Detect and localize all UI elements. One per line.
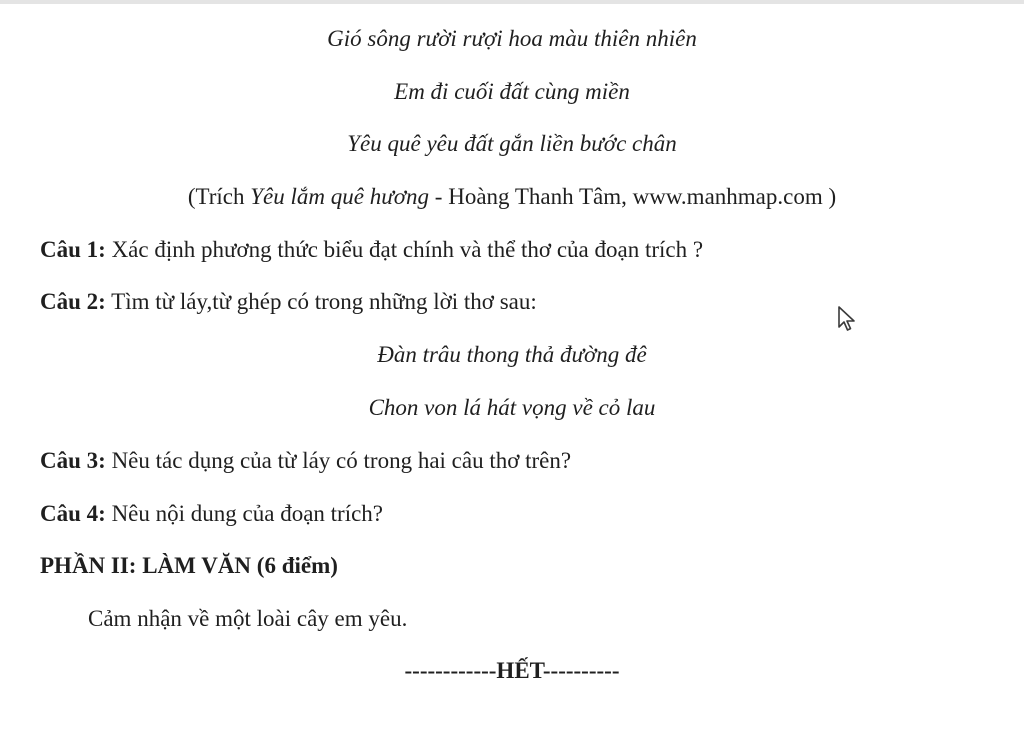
question-3-text: Nêu tác dụng của từ láy có trong hai câu thơ trên? (105, 448, 572, 473)
citation-suffix: - Hoàng Thanh Tâm, www.manhmap.com ) (429, 184, 837, 209)
question-1-text: Xác định phương thức biểu đạt chính và thể thơ của đoạn trích ? (105, 237, 704, 262)
poem-line-3: Yêu quê yêu đất gắn liền bước chân (347, 131, 677, 156)
excerpt-line-1: Đàn trâu thong thả đường đê (377, 342, 647, 367)
excerpt-line-2: Chon von lá hát vọng về cỏ lau (368, 395, 656, 420)
question-3 (40, 446, 571, 476)
question-2-text: Tìm từ láy,từ ghép có trong những lời thơ sau: (105, 289, 537, 314)
question-2-label: Câu 2: (40, 289, 106, 314)
end-marker: ------------HẾT---------- (404, 658, 620, 683)
question-1 (40, 235, 703, 265)
poem-line-1: Gió sông rười rượi hoa màu thiên nhiên (327, 26, 697, 51)
part-2-heading: PHẦN II: LÀM VĂN (6 điểm) (40, 553, 338, 578)
question-1-label: Câu 1: (40, 237, 106, 262)
question-2 (40, 287, 537, 317)
question-3-label: Câu 3: (40, 448, 106, 473)
mouse-pointer-icon (837, 305, 857, 333)
question-4-label: Câu 4: (40, 501, 106, 526)
question-4-text: Nêu nội dung của đoạn trích? (105, 501, 384, 526)
question-4 (40, 499, 383, 529)
citation-prefix: (Trích (187, 184, 251, 209)
citation-work-title: Yêu lắm quê hương (250, 184, 430, 209)
citation (0, 182, 1024, 212)
part-2-prompt: Cảm nhận về một loài cây em yêu. (88, 606, 408, 631)
poem-line-2: Em đi cuối đất cùng miền (394, 79, 630, 104)
